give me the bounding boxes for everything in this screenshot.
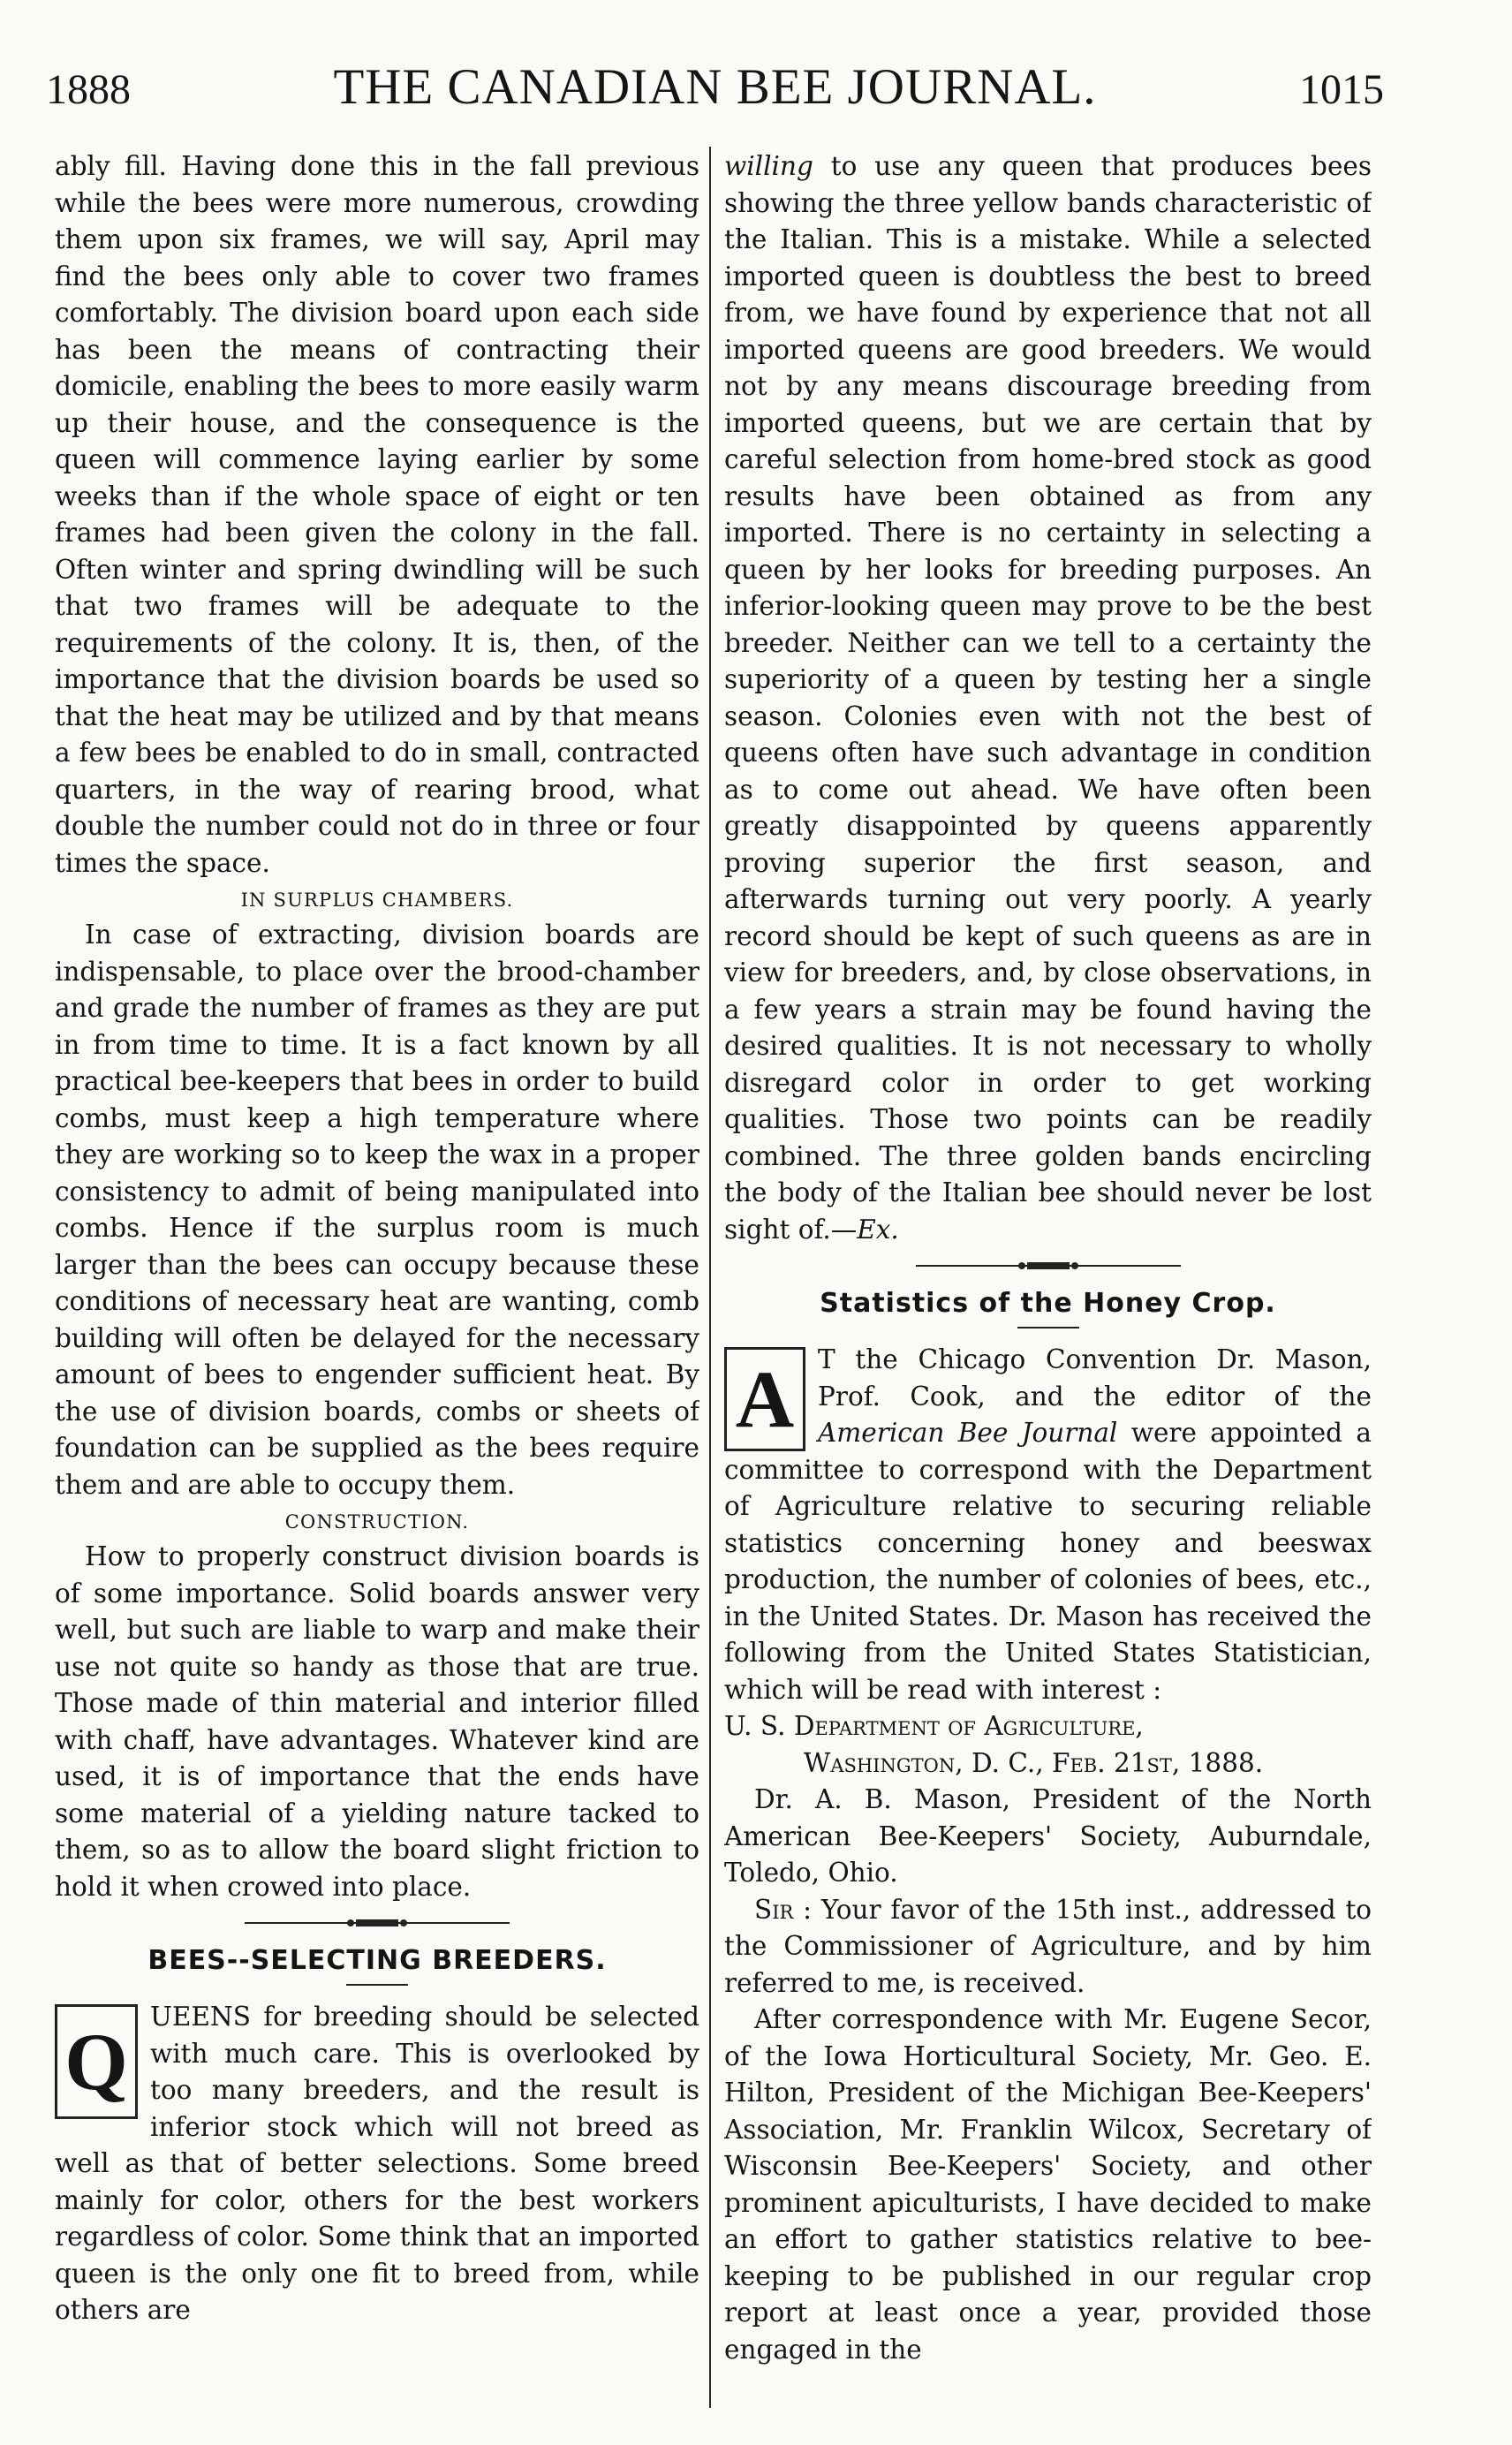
left-paragraph-1: ably fill. Having done this in the fall previous while the bees were more numerous, crowding them upon six frames, we will say, April may find the bees only able to cover two frames comfortably. The division board upon each side has been the means of contracting their domicile, enabling the bees to more easily warm up their house, and the consequence is the queen will commence laying earlier by some weeks than if the whole space of eight or ten frames had been given the colony in the fall. Often winter and spring dwindling will be such that two frames will be adequate to the requirements of the colony. It is, then, of the importance that the division boards be used so that the heat may be utilized and by that means a few bees be enabled to do in small, contracted quarters, in the way of rearing brood, what double the number could not do in three or four times the space. xyxy=(55,151,699,878)
page-header xyxy=(46,58,1384,129)
salutation: Sir : xyxy=(754,1894,813,1925)
dropcap-q: Q xyxy=(55,2004,138,2119)
addressee: Dr. A. B. Mason, President of the North American Bee-Keepers' Society, Auburndale, Toledo, Ohio. xyxy=(724,1784,1372,1888)
article-title-honey-crop: Statistics of the Honey Crop. xyxy=(820,1288,1276,1319)
right-paragraph-1: willing to use any queen that produces bees showing the three yellow bands characteristic of the Italian. This is a mistake. While a selected imported queen is doubtless the best to breed from, we have found by experience that not all imported queens are good breeders. We would not by any means discourage breeding from imported queens, but we are certain that by careful selection from home-bred stock as good results have been obtained as from any imported. There is no certainty in selecting a queen by her looks for breeding purposes. An inferior-looking queen may prove to be the best breeder. Neither can we tell to a certainty the superiority of a queen by testing her a single season. Colonies even with not the best of queens often have such advantage in condition as to come out ahead. We have often been greatly disappointed by queens apparently proving superior the first season, and afterwards turning out very poorly. A yearly record should be kept of such queens as are in view for breeders, and, by close observations, in a few years a strain may be found having the desired qualities. It is not necessary to wholly disregard color in order to get working qualities. Those two points can be readily combined. The three golden bands encircling the body of the Italian bee should never be lost sight of.—Ex. xyxy=(724,151,1372,1245)
page-number: 1015 xyxy=(1299,66,1384,113)
article-title-selecting-breeders: BEES--SELECTING BREEDERS. xyxy=(147,1945,607,1976)
right-column xyxy=(724,148,1372,2419)
left-column xyxy=(55,148,699,2419)
left-paragraph-3: How to properly construct division boards is of some importance. Solid boards answer very well, but such are liable to warp and make their use not quite so handy as those that are true. Those made of thin material and interior filled with chaff, have advantages. Whatever kind are used, it is of importance that the ends have some material of a yielding nature tacked to them, so as to allow the board slight friction to hold it when crowed into place. xyxy=(55,1541,699,1902)
header-year: 1888 xyxy=(46,66,131,113)
left-paragraph-2: In case of extracting, division boards are indispensable, to place over the brood-chamber and grade the number of frames as they are put in from time to time. It is a fact known by all practical bee-keepers that bees in order to build combs, must keep a high temperature where they are working so to keep the wax in a proper consistency to admit of being manipulated into combs. Hence if the surplus room is much larger than the bees can occupy because these conditions of necessary heat are wanting, comb building will often be delayed for the necessary amount of bees to engender sufficient heat. By the use of division boards, combs or sheets of foundation can be supplied as the bees require them and are able to occupy them. xyxy=(55,920,699,1500)
subheading-surplus-chambers: IN SURPLUS CHAMBERS. xyxy=(240,889,514,911)
right-paragraph-3: Sir : Your favor of the 15th inst., addressed to the Commissioner of Agriculture, and by him referred to me, is received. xyxy=(724,1894,1372,1998)
title-rule-right xyxy=(724,1326,1372,1336)
italic-willing: willing xyxy=(724,151,813,181)
dropcap-a: A xyxy=(724,1347,805,1451)
section-ornament-right xyxy=(724,1253,1372,1278)
title-rule xyxy=(55,1983,699,1994)
section-ornament xyxy=(55,1911,699,1935)
source-ex: Ex. xyxy=(857,1214,899,1245)
left-paragraph-4: UEENS for breeding should be selected with much care. This is overlooked by too many breeders, and the result is inferior stock which will not breed as well as that of better selections. Some breed mainly for color, others for the best workers regardless of color. Some think that an imported queen is the only one fit to breed from, while others are xyxy=(55,2002,699,2325)
subheading-construction: CONSTRUCTION. xyxy=(284,1511,470,1533)
department-line: U. S. Department of Agriculture, xyxy=(724,1711,1144,1741)
american-bee-journal: American Bee Journal xyxy=(818,1418,1118,1448)
right-paragraph-2: T the Chicago Convention Dr. Mason, Prof. Cook, and the editor of the American Bee Journal were appointed a committee to correspond with the Department of Agriculture relative to securing reliable statistics concerning honey and beeswax production, the number of colonies of bees, etc., in the United States. Dr. Mason has received the following from the United States Statistician, which will be read with interest : xyxy=(724,1344,1372,1705)
right-paragraph-4: After correspondence with Mr. Eugene Secor, of the Iowa Horticultural Society, Mr. Geo. E. Hilton, President of the Michigan Bee-Keepers' Association, Mr. Franklin Wilcox, Secretary of Wisconsin Bee-Keepers' Society, and other prominent apiculturists, I have decided to make an effort to gather statistics relative to bee-keeping to be published in our regular crop report at least once a year, provided those engaged in the xyxy=(724,2004,1372,2365)
dateline: Washington, D. C., Feb. 21st, 1888. xyxy=(804,1747,1264,1778)
journal-title: THE CANADIAN BEE JOURNAL. xyxy=(333,59,1097,115)
column-divider xyxy=(709,147,711,2408)
